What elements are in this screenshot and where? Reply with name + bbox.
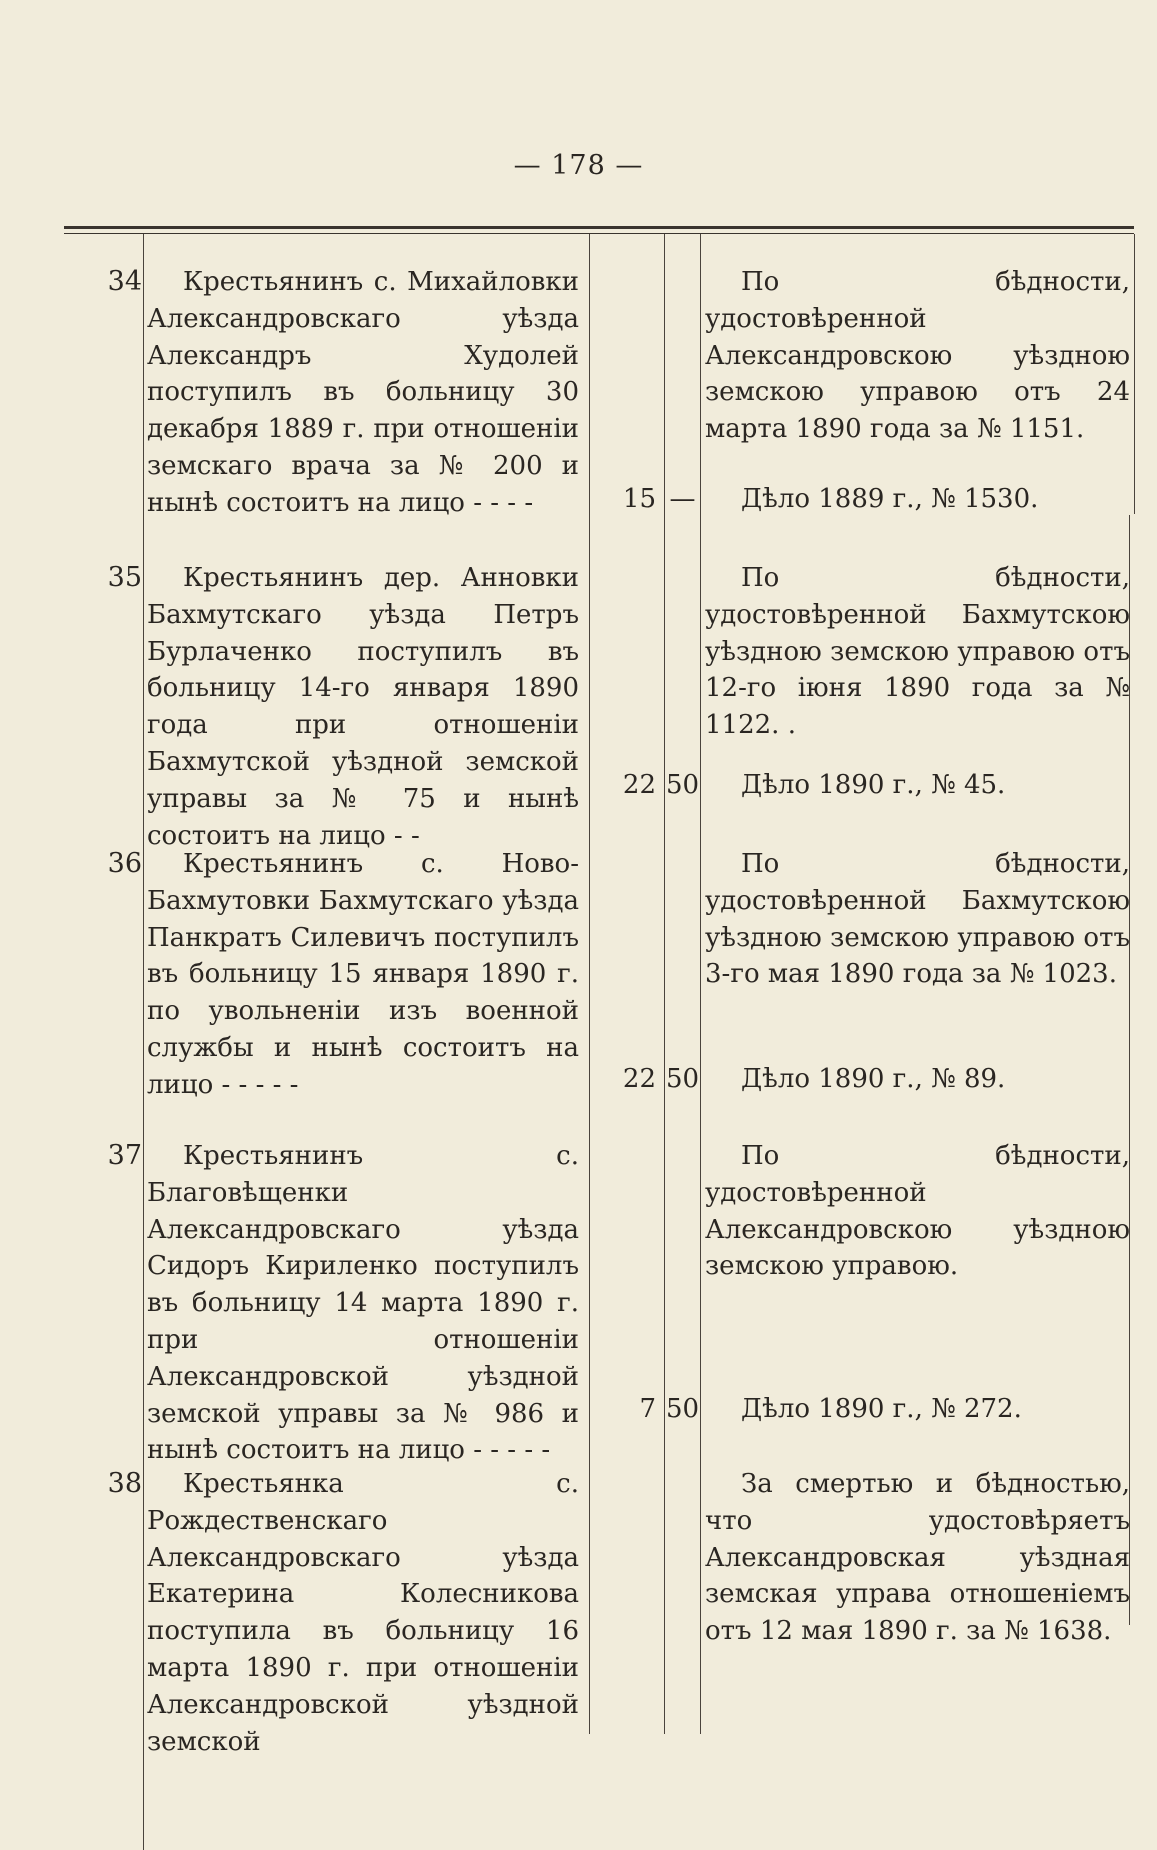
entry-case: Дѣло 1889 г., № 1530. xyxy=(741,484,1039,514)
entry-number: 36 xyxy=(107,848,142,879)
entry-number: 37 xyxy=(107,1140,142,1171)
entry-kopecks: 50 xyxy=(666,770,700,800)
entry-reason: По бѣдности, удостовѣренной Александровскою уѣздною земскою управою отъ 24 марта 1890 года за № 1151. xyxy=(705,267,1130,445)
entry-rubles: 22 xyxy=(622,1064,656,1094)
entry-description: Крестьянинъ с. Михайловки Александровскаго уѣзда Александръ Худолей поступилъ въ больницу 30 декабря 1889 г. при отношеніи земскаго врача за № 200 и нынѣ состоитъ на лицо - - - - xyxy=(147,267,579,518)
column-divider-number xyxy=(143,234,144,1850)
entry-case: Дѣло 1890 г., № 89. xyxy=(741,1064,1006,1094)
entry-number: 38 xyxy=(107,1468,142,1499)
entry-case: Дѣло 1890 г., № 45. xyxy=(741,770,1006,800)
entry-description: Крестьянка с. Рождественскаго Александровскаго уѣзда Екатерина Колесникова поступила въ больницу 16 марта 1890 г. при отношеніи Александровской уѣздной земской xyxy=(147,1469,579,1757)
entry-rubles: 15 xyxy=(622,484,656,514)
column-divider-rubles xyxy=(664,234,665,1734)
entry-reason: По бѣдности, удостовѣренной Бахмутскою уѣздною земскою управою отъ 12-го іюня 1890 года за № 1122. . xyxy=(705,563,1130,741)
column-divider-kopecks xyxy=(700,234,701,1734)
page-number: — 178 — xyxy=(513,150,644,181)
entry-description: Крестьянинъ с. Благовѣщенки Александровскаго уѣзда Сидоръ Кириленко поступилъ въ больницу 14 марта 1890 г. при отношеніи Александровской уѣздной земской управы за № 986 и нынѣ состоитъ на лицо - - - - - xyxy=(147,1141,579,1466)
entry-rubles: 7 xyxy=(639,1394,656,1424)
entry-number: 34 xyxy=(107,266,142,297)
entry-description: Крестьянинъ дер. Анновки Бахмутскаго уѣзда Петръ Бурлаченко поступилъ въ больницу 14-го января 1890 года при отношеніи Бахмутской уѣздной земской управы за № 75 и нынѣ состоитъ на лицо - - xyxy=(147,563,579,851)
column-divider-description xyxy=(589,234,590,1734)
table-top-rule xyxy=(64,226,1134,229)
entry-kopecks: 50 xyxy=(666,1394,700,1424)
entry-kopecks: — xyxy=(669,484,696,514)
entry-reason: За смертью и бѣдностью, что удостовѣряетъ Александровская уѣздная земская управа отношеніемъ отъ 12 мая 1890 г. за № 1638. xyxy=(705,1469,1130,1647)
column-divider-right-edge xyxy=(1134,234,1135,514)
entry-kopecks: 50 xyxy=(666,1064,700,1094)
entry-reason: По бѣдности, удостовѣренной Бахмутскою уѣздною земскою управою отъ 3-го мая 1890 года за № 1023. xyxy=(705,849,1130,990)
entry-description: Крестьянинъ с. Ново-Бахмутовки Бахмутскаго уѣзда Панкратъ Силевичъ поступилъ въ больницу 15 января 1890 г. по увольненіи изъ военной службы и нынѣ состоитъ на лицо - - - - - xyxy=(147,849,579,1100)
entry-case: Дѣло 1890 г., № 272. xyxy=(741,1394,1022,1424)
entry-number: 35 xyxy=(107,562,142,593)
table-header-rule xyxy=(64,233,1134,234)
entry-rubles: 22 xyxy=(622,770,656,800)
entry-reason: По бѣдности, удостовѣренной Александровскою уѣздною земскою управою. xyxy=(705,1141,1130,1282)
